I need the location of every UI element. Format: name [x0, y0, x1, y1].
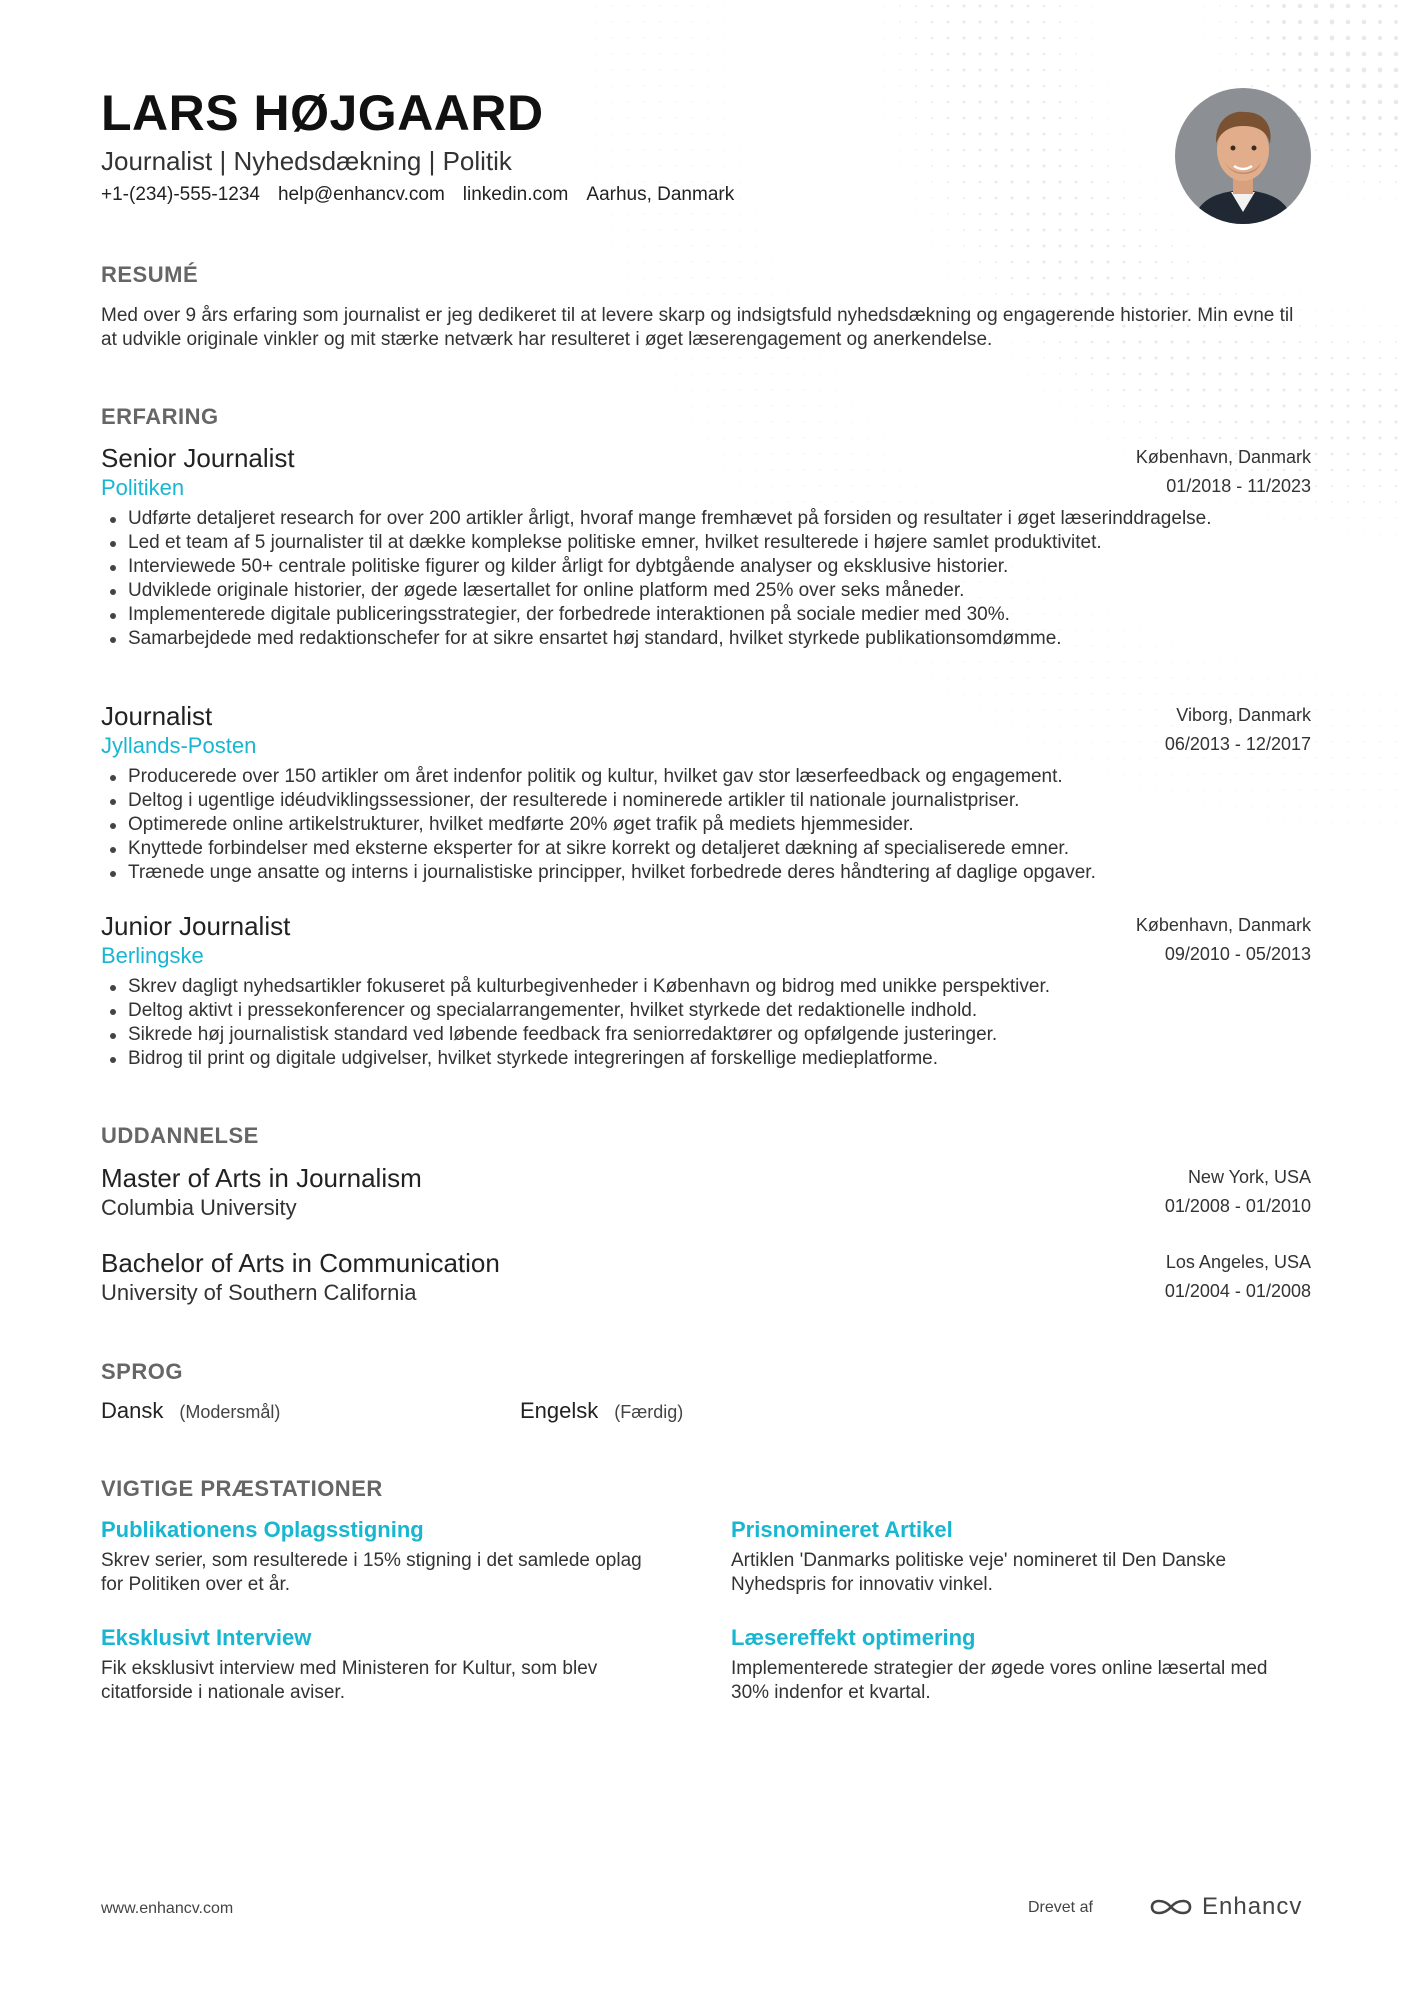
- linkedin-link[interactable]: linkedin.com: [462, 184, 569, 205]
- job-entry: [101, 443, 1311, 651]
- bullet-item: Producerede over 150 artikler om året indenfor politik og kultur, hvilket gav stor læserfeedback og engagement.: [101, 765, 1311, 789]
- bullet-item: Udviklede originale historier, der øgede læsertallet for online platform med 25% over seks måneder.: [101, 579, 1311, 603]
- achievement-item: [731, 1515, 1291, 1597]
- job-meta: [1165, 701, 1311, 759]
- education-entry: [101, 1163, 1311, 1223]
- edu-location: Los Angeles, USA: [1165, 1252, 1311, 1272]
- job-dates: 09/2010 - 05/2013: [1164, 944, 1311, 964]
- language-level: (Modersmål): [179, 1402, 281, 1422]
- edu-degree: Master of Arts in Journalism: [101, 1163, 422, 1193]
- contact-row: [101, 184, 734, 206]
- job-dates: 06/2013 - 12/2017: [1164, 734, 1311, 754]
- infinity-logo-icon: [1148, 1895, 1194, 1919]
- achievement-text: Artiklen 'Danmarks politiske veje' nomineret til Den Danske Nyhedspris for innovativ vinkel.: [731, 1550, 1227, 1595]
- achievement-text: Fik eksklusivt interview med Ministeren for Kultur, som blev citatforside i nationale aviser.: [101, 1658, 598, 1703]
- edu-meta: [1165, 1248, 1311, 1306]
- achievement-text: Skrev serier, som resulterede i 15% stigning i det samlede oplag for Politiken over et år.: [101, 1550, 642, 1595]
- bullet-item: Implementerede digitale publiceringsstrategier, der forbedrede interaktionen på sociale medier med 30%.: [101, 603, 1311, 627]
- job-location: København, Danmark: [1135, 915, 1311, 935]
- phone: +1-(234)-555-1234: [101, 184, 260, 205]
- footer-url-link[interactable]: www.enhancv.com: [101, 1900, 234, 1917]
- languages-section-title: SPROG: [101, 1359, 183, 1384]
- achievement-text: Implementerede strategier der øgede vores online læsertal med 30% indenfor et kvartal.: [731, 1658, 1268, 1703]
- achievement-item: [101, 1623, 661, 1705]
- bullet-item: Bidrog til print og digitale udgivelser, hvilket styrkede integreringen af forskellige medieplatforme.: [101, 1047, 1311, 1071]
- achievements-section-title: VIGTIGE PRÆSTATIONER: [101, 1476, 383, 1501]
- job-dates: 01/2018 - 11/2023: [1166, 476, 1311, 496]
- job-bullets: [101, 975, 1311, 1071]
- bullet-item: Deltog aktivt i pressekonferencer og specialarrangementer, hvilket styrkede det redaktionelle indhold.: [101, 999, 1311, 1023]
- job-location: Viborg, Danmark: [1176, 705, 1311, 725]
- bullet-item: Interviewede 50+ centrale politiske figurer og kilder årligt for dybtgående analyser og eksklusive historier.: [101, 555, 1311, 579]
- language-item: [520, 1398, 683, 1424]
- experience-section-title: ERFARING: [101, 404, 219, 429]
- language-name: Engelsk: [520, 1398, 599, 1423]
- job-role: Senior Journalist: [101, 443, 295, 473]
- language-item: [101, 1398, 280, 1424]
- footer-powered-by: Drevet af: [1028, 1899, 1093, 1916]
- achievement-title: Prisnomineret Artikel: [731, 1517, 953, 1542]
- edu-location: New York, USA: [1187, 1167, 1311, 1187]
- bullet-item: Led et team af 5 journalister til at dække komplekse politiske emner, hvilket resulterede i højere samlet produktivitet.: [101, 531, 1311, 555]
- achievement-item: [731, 1623, 1291, 1705]
- summary-section-title: RESUMÉ: [101, 262, 199, 287]
- bullet-item: Udførte detaljeret research for over 200 artikler årligt, hvoraf mange fremhævet på forsiden og resultater i øget læserinddragelse.: [101, 507, 1311, 531]
- bullet-item: Deltog i ugentlige idéudviklingssessioner, der resulterede i nominerede artikler til nationale journalistpriser.: [101, 789, 1311, 813]
- bullet-item: Knyttede forbindelser med eksterne eksperter for at sikre korrekt og detaljeret dækning af specialiserede emner.: [101, 837, 1311, 861]
- bullet-item: Trænede unge ansatte og interns i journalistiske principper, hvilket forbedrede deres håndtering af daglige opgaver.: [101, 861, 1311, 885]
- bullet-item: Samarbejdede med redaktionschefer for at sikre ensartet høj standard, hvilket styrkede publikationsomdømme.: [101, 627, 1311, 651]
- job-location: København, Danmark: [1135, 447, 1311, 467]
- job-bullets: [101, 765, 1311, 885]
- edu-dates: 01/2008 - 01/2010: [1164, 1196, 1311, 1216]
- job-role: Junior Journalist: [101, 911, 291, 941]
- email[interactable]: help@enhancv.com: [277, 184, 445, 205]
- job-entry: [101, 701, 1311, 885]
- job-meta: [1136, 443, 1311, 501]
- job-company[interactable]: Politiken: [101, 475, 185, 500]
- avatar: [1175, 88, 1311, 224]
- achievement-item: [101, 1515, 661, 1597]
- bullet-item: Sikrede høj journalistisk standard ved løbende feedback fra seniorredaktører og opfølgende justeringer.: [101, 1023, 1311, 1047]
- job-company[interactable]: Berlingske: [101, 943, 204, 968]
- job-role: Journalist: [101, 701, 213, 731]
- candidate-name: LARS HØJGAARD: [101, 85, 544, 141]
- achievement-title: Læsereffekt optimering: [731, 1625, 976, 1650]
- job-bullets: [101, 507, 1311, 651]
- summary-text: Med over 9 års erfaring som journalist er jeg dedikeret til at levere skarp og indsigtsfuld nyhedsdækning og engagerende historier. Min evne til at udvikle originale vinkler og mit stærke netværk har resulteret i øget læserengagement og anerkendelse.: [101, 305, 1294, 350]
- language-name: Dansk: [101, 1398, 164, 1423]
- brand-logo[interactable]: [1148, 1893, 1302, 1921]
- bullet-item: Skrev dagligt nyhedsartikler fokuseret på kulturbegivenheder i København og bidrog med unikke perspektiver.: [101, 975, 1311, 999]
- location: Aarhus, Danmark: [586, 184, 735, 205]
- job-company[interactable]: Jyllands-Posten: [101, 733, 257, 758]
- language-level: (Færdig): [614, 1402, 684, 1422]
- edu-degree: Bachelor of Arts in Communication: [101, 1248, 500, 1278]
- achievement-title: Eksklusivt Interview: [101, 1625, 312, 1650]
- edu-dates: 01/2004 - 01/2008: [1164, 1281, 1311, 1301]
- education-entry: [101, 1248, 1311, 1308]
- edu-school: Columbia University: [101, 1195, 297, 1220]
- brand-name: Enhancv: [1202, 1893, 1303, 1920]
- job-meta: [1136, 911, 1311, 969]
- avatar-photo: [1175, 88, 1311, 224]
- edu-meta: [1165, 1163, 1311, 1221]
- achievement-title: Publikationens Oplagsstigning: [101, 1517, 424, 1542]
- job-entry: [101, 911, 1311, 1071]
- education-section-title: UDDANNELSE: [101, 1123, 259, 1148]
- candidate-headline: Journalist | Nyhedsdækning | Politik: [101, 146, 512, 176]
- edu-school: University of Southern California: [101, 1280, 417, 1305]
- bullet-item: Optimerede online artikelstrukturer, hvilket medførte 20% øget trafik på mediets hjemmesider.: [101, 813, 1311, 837]
